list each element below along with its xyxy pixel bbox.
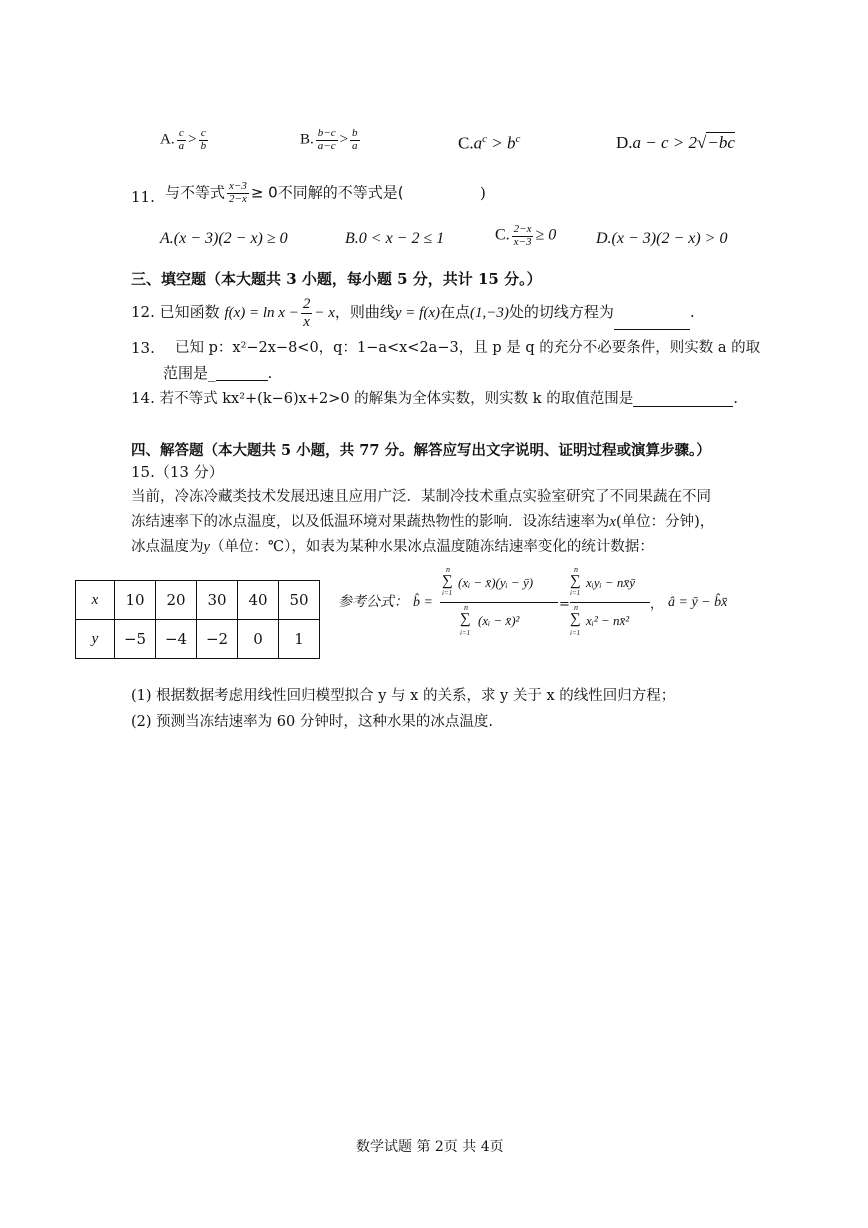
formula-fraction-2 [570,566,650,646]
table-cell: 30 [197,581,238,620]
table-cell: 40 [238,581,279,620]
q14: 14. 若不等式 kx²+(k−6)x+2>0 的解集为全体实数，则实数 k 的取值范围是 . [131,389,738,407]
sum-lower-limit: i=1 [460,629,471,637]
sum-lower-limit: i=1 [442,589,453,597]
q11-option-d: D.(x − 3)(2 − x) > 0 [596,230,728,247]
q15-para-line2: 冻结速率下的冰点温度，以及低温环境对果蔬热物性的影响．设冻结速率为x(单位：分钟)， [131,514,715,530]
formula-equals: = [559,597,570,612]
sum-symbol: ∑ [570,573,581,589]
q10-option-c: $C.a^c > b^c$ [458,133,521,153]
sum-lower-limit: i=1 [570,629,581,637]
formula-label: 参考公式： [338,595,408,610]
fraction-bar [570,602,650,603]
table-cell: −5 [115,620,156,659]
table-row [76,620,320,659]
q11-option-b: B.0 < x − 2 ≤ 1 [345,230,445,247]
q15-part1: (1) 根据数据考虑用线性回归模型拟合 y 与 x 的关系，求 y 关于 x 的线性回归方程； [131,688,676,704]
q13-line1: 已知 p：x²−2x−8<0，q：1−a<x<2a−3，且 p 是 q 的充分不必要条件，则实数 a 的取 [175,340,761,356]
numerator-1: (xᵢ − x̄)(yᵢ − ȳ) [458,575,534,590]
answer-blank [633,392,733,407]
formula-comma: ， [650,597,664,612]
section4-heading: 四、解答题（本大题共 5 小题，共 77 分。解答应写出文字说明、证明过程或演算步骤。） [131,442,711,459]
q15-para-line1: 当前，冷冻冷藏类技术发展迅速且应用广泛．某制冷技术重点实验室研究了不同果蔬在不同 [131,489,711,505]
q10-option-d: D.a − c > 2√−bc [616,133,735,152]
row-label-x: x [76,581,115,620]
denominator-2: xᵢ² − nx̄² [586,613,630,628]
formula-b-hat: b̂ = [413,595,433,610]
q15-para-line3: 冰点温度为y（单位：℃），如表为某种水果冰点温度随冻结速率变化的统计数据： [131,539,654,555]
answer-blank [614,315,690,330]
sum-upper-limit: n [574,565,578,574]
sum-lower-limit: i=1 [570,589,581,597]
fraction-bar [440,602,558,603]
q10-option-b: B. $\frac{b-c}{a-c}$ > $\frac{b}{a}$ [300,127,358,152]
q11-option-c: C. $\frac{2-x}{x-3}$ ≥ 0 [495,223,557,248]
q13-number: 13. [131,339,155,357]
table-row [76,581,320,620]
q11-close-paren: ) [480,184,486,202]
q15-part2: (2) 预测当冻结速率为 60 分钟时，这种水果的冰点温度. [131,714,493,730]
table-cell: 10 [115,581,156,620]
sum-symbol: ∑ [570,611,581,627]
table-cell: −2 [197,620,238,659]
table-cell: 1 [279,620,320,659]
table-cell: 50 [279,581,320,620]
page-footer: 数学试题 第 2页 共 4页 [356,1139,504,1155]
q15-header: 15.（13 分） [131,463,224,481]
table-cell: −4 [156,620,197,659]
denominator-1: (xᵢ − x̄)² [478,613,520,628]
q13-line2: 范围是_ . [163,364,273,382]
sqrt-sign: √ [697,133,707,152]
table-cell: 20 [156,581,197,620]
q12: 12. 已知函数 f(x) = ln x − $\frac{2}{x} - x$，则曲线y = f(x)在点(1,−3)处的切线方程为 . [131,296,695,330]
freeze-data-table [75,580,320,659]
row-label-y: y [76,620,115,659]
sum-symbol: ∑ [460,611,471,627]
sum-upper-limit: n [446,565,450,574]
numerator-2: xᵢyᵢ − nx̄ȳ [586,575,635,590]
q11-number: 11. [131,188,155,206]
q11-option-a: A.(x − 3)(2 − x) ≥ 0 [160,230,288,247]
q10-option-a: A. $\frac{c}{a}$ > $\frac{c}{b}$ [160,127,207,152]
section3-heading: 三、填空题（本大题共 3 小题，每小题 5 分，共计 15 分。） [131,270,542,288]
sum-upper-limit: n [464,603,468,612]
q11-stem: 与不等式 $\frac{x-3}{2-x}$ ≥ 0不同解的不等式是( [165,180,404,205]
table-cell: 0 [238,620,279,659]
answer-blank [216,366,268,381]
formula-fraction-1 [440,566,558,646]
sum-upper-limit: n [574,603,578,612]
sum-symbol: ∑ [442,573,453,589]
formula-a-hat: â = ȳ − b̂x̄ [668,595,728,610]
